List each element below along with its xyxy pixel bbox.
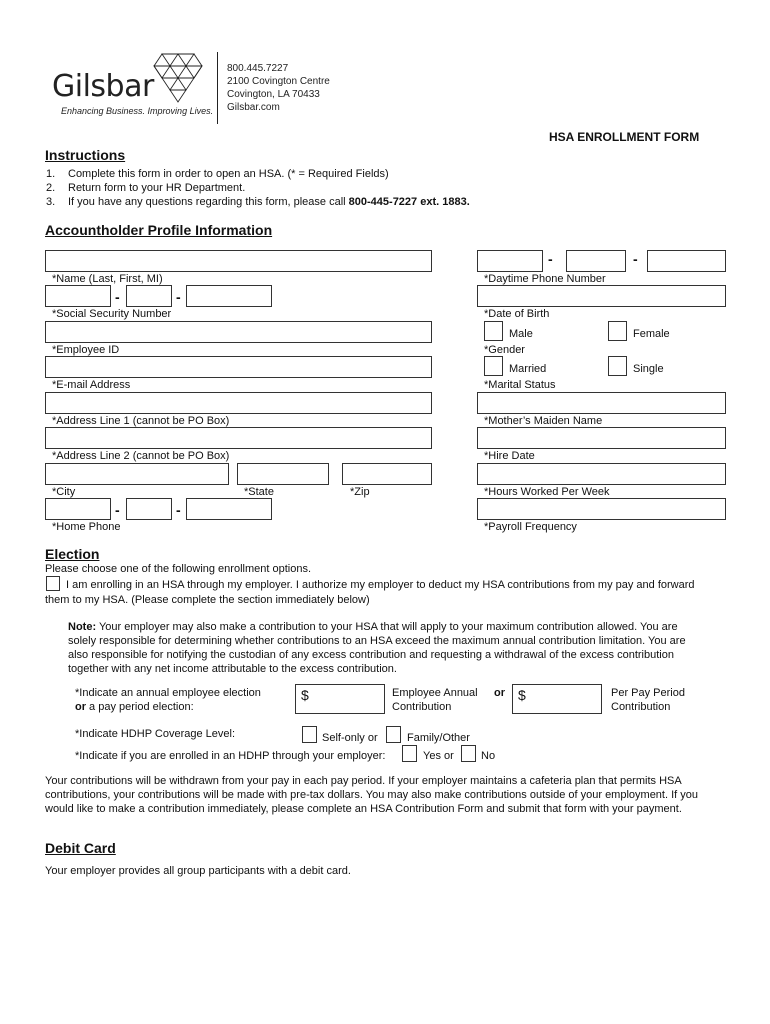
annual-dollar-sign: $	[301, 687, 309, 703]
address2-field[interactable]	[45, 427, 432, 449]
employee-annual-label-2: Contribution	[392, 701, 452, 713]
logo	[52, 48, 212, 126]
header-divider	[217, 52, 218, 124]
hours-field[interactable]	[477, 463, 726, 485]
married-label: Married	[509, 363, 547, 375]
family-label: Family/Other	[407, 732, 470, 744]
daytime-phone-field-2[interactable]	[566, 250, 626, 272]
daytime-phone-label: *Daytime Phone Number	[484, 273, 606, 285]
ssn-dash-2: -	[176, 289, 181, 305]
instructions-heading: Instructions	[45, 147, 126, 163]
note-line-4: together with any net income attributable to the excess contribution.	[68, 663, 397, 675]
female-label: Female	[633, 328, 670, 340]
enroll-option-line-1: I am enrolling in an HSA through my employer. I authorize my employer to deduct my HSA contributions from my pay and forward	[66, 579, 695, 591]
instruction-2-num: 2.	[46, 182, 56, 194]
self-only-label: Self-only or	[322, 732, 378, 744]
profile-heading: Accountholder Profile Information	[45, 222, 273, 238]
hdhp-yes-checkbox[interactable]	[402, 745, 417, 762]
contribution-paragraph	[45, 774, 698, 816]
hdhp-level-label: *Indicate HDHP Coverage Level:	[75, 728, 235, 740]
home-phone-field-2[interactable]	[126, 498, 172, 520]
form-title: HSA ENROLLMENT FORM	[549, 130, 700, 144]
instruction-3-line	[68, 196, 470, 209]
contact-website[interactable]: Gilsbar.com	[227, 102, 280, 113]
logo-name: Gilsbar	[52, 69, 154, 104]
instruction-3-phone: 800-445-7227 ext. 1883.	[348, 196, 470, 208]
home-phone-label: *Home Phone	[52, 521, 121, 533]
home-phone-dash-2: -	[176, 502, 181, 518]
ssn-field-1[interactable]	[45, 285, 111, 307]
male-checkbox[interactable]	[484, 321, 503, 341]
state-label: *State	[244, 486, 274, 498]
or-separator: or	[494, 687, 505, 699]
instruction-3-num: 3.	[46, 196, 56, 208]
employee-annual-label-1: Employee Annual	[392, 687, 478, 699]
per-pay-label-2: Contribution	[611, 701, 671, 713]
state-field[interactable]	[237, 463, 329, 485]
hire-date-field[interactable]	[477, 427, 726, 449]
address1-label: *Address Line 1 (cannot be PO Box)	[52, 415, 230, 427]
note-paragraph	[68, 620, 686, 676]
per-pay-dollar-sign: $	[518, 687, 526, 703]
contribution-line-2: contributions, your contributions will be made with pre-tax dollars. You may also make contributions outside of your employment. If you	[45, 789, 698, 801]
ssn-field-2[interactable]	[126, 285, 172, 307]
city-field[interactable]	[45, 463, 229, 485]
hdhp-yes-label: Yes or	[423, 750, 454, 762]
self-only-checkbox[interactable]	[302, 726, 317, 743]
daytime-phone-field-1[interactable]	[477, 250, 543, 272]
logo-tagline: Enhancing Business. Improving Lives.	[61, 106, 214, 116]
maiden-name-label: *Mother’s Maiden Name	[484, 415, 603, 427]
note-label: Note:	[68, 621, 97, 633]
annual-election-line-1: *Indicate an annual employee election	[75, 687, 261, 699]
payroll-label: *Payroll Frequency	[484, 521, 577, 533]
instruction-2-text: Return form to your HR Department.	[68, 182, 246, 194]
gender-label: *Gender	[484, 344, 525, 356]
male-label: Male	[509, 328, 533, 340]
logo-mark	[148, 50, 208, 106]
election-heading: Election	[45, 546, 100, 562]
address1-field[interactable]	[45, 392, 432, 414]
city-label: *City	[52, 486, 76, 498]
ssn-label: *Social Security Number	[52, 308, 172, 320]
name-field[interactable]	[45, 250, 432, 272]
note-text-1: Your employer may also make a contribution to your HSA that will apply to your maximum contribution allowed. You are	[96, 621, 678, 633]
annual-election-text: a pay period election:	[86, 701, 194, 713]
hours-label: *Hours Worked Per Week	[484, 486, 610, 498]
annual-election-or: or	[75, 701, 86, 713]
contribution-line-3: would like to make a contribution immediately, please complete an HSA Contribution Form and submit that form with your payment.	[45, 803, 682, 815]
election-intro: Please choose one of the following enrollment options.	[45, 563, 312, 575]
annual-election-line-2	[75, 701, 194, 714]
employee-id-label: *Employee ID	[52, 344, 120, 356]
address2-label: *Address Line 2 (cannot be PO Box)	[52, 450, 230, 462]
debit-heading: Debit Card	[45, 840, 116, 856]
hdhp-enrolled-label: *Indicate if you are enrolled in an HDHP through your employer:	[75, 750, 386, 762]
debit-text: Your employer provides all group participants with a debit card.	[45, 865, 351, 877]
note-line-1	[68, 620, 686, 634]
contribution-line-1: Your contributions will be withdrawn from your pay in each pay period. If your employer maintains a cafeteria plan that permits HSA	[45, 775, 682, 787]
payroll-field[interactable]	[477, 498, 726, 520]
note-line-2: solely responsible for determining whether contributions to an HSA exceed the maximum annual contribution limitation. You are	[68, 635, 686, 647]
hire-date-label: *Hire Date	[484, 450, 535, 462]
employee-id-field[interactable]	[45, 321, 432, 343]
contact-block	[227, 62, 330, 114]
note-line-3: also responsible for notifying the custodian of any excess contribution and requesting a withdrawal of the excess contribution	[68, 649, 674, 661]
contact-phone: 800.445.7227	[227, 63, 289, 74]
instruction-1-text: Complete this form in order to open an HSA. (* = Required Fields)	[68, 168, 389, 180]
email-field[interactable]	[45, 356, 432, 378]
single-checkbox[interactable]	[608, 356, 627, 376]
single-label: Single	[633, 363, 664, 375]
maiden-name-field[interactable]	[477, 392, 726, 414]
female-checkbox[interactable]	[608, 321, 627, 341]
home-phone-dash-1: -	[115, 502, 120, 518]
marital-status-label: *Marital Status	[484, 379, 556, 391]
instruction-3-text: If you have any questions regarding this form, please call	[68, 196, 349, 208]
dob-label: *Date of Birth	[484, 308, 550, 320]
zip-label: *Zip	[350, 486, 370, 498]
hdhp-no-label: No	[481, 750, 496, 762]
dob-field[interactable]	[477, 285, 726, 307]
daytime-phone-field-3[interactable]	[647, 250, 726, 272]
married-checkbox[interactable]	[484, 356, 503, 376]
family-checkbox[interactable]	[386, 726, 401, 743]
home-phone-field-1[interactable]	[45, 498, 111, 520]
contact-address-1: 2100 Covington Centre	[227, 76, 330, 87]
email-label: *E-mail Address	[52, 379, 131, 391]
zip-field[interactable]	[342, 463, 432, 485]
enroll-option-checkbox[interactable]	[46, 576, 60, 591]
enroll-option-line-2: them to my HSA. (Please complete the section immediately below)	[45, 594, 370, 606]
name-label: *Name (Last, First, MI)	[52, 273, 163, 285]
daytime-phone-dash-2: -	[633, 251, 638, 267]
ssn-dash-1: -	[115, 289, 120, 305]
home-phone-field-3[interactable]	[186, 498, 272, 520]
hdhp-no-checkbox[interactable]	[461, 745, 476, 762]
daytime-phone-dash-1: -	[548, 251, 553, 267]
per-pay-label-1: Per Pay Period	[611, 687, 685, 699]
contact-address-2: Covington, LA 70433	[227, 89, 320, 100]
instruction-1-num: 1.	[46, 168, 56, 180]
ssn-field-3[interactable]	[186, 285, 272, 307]
